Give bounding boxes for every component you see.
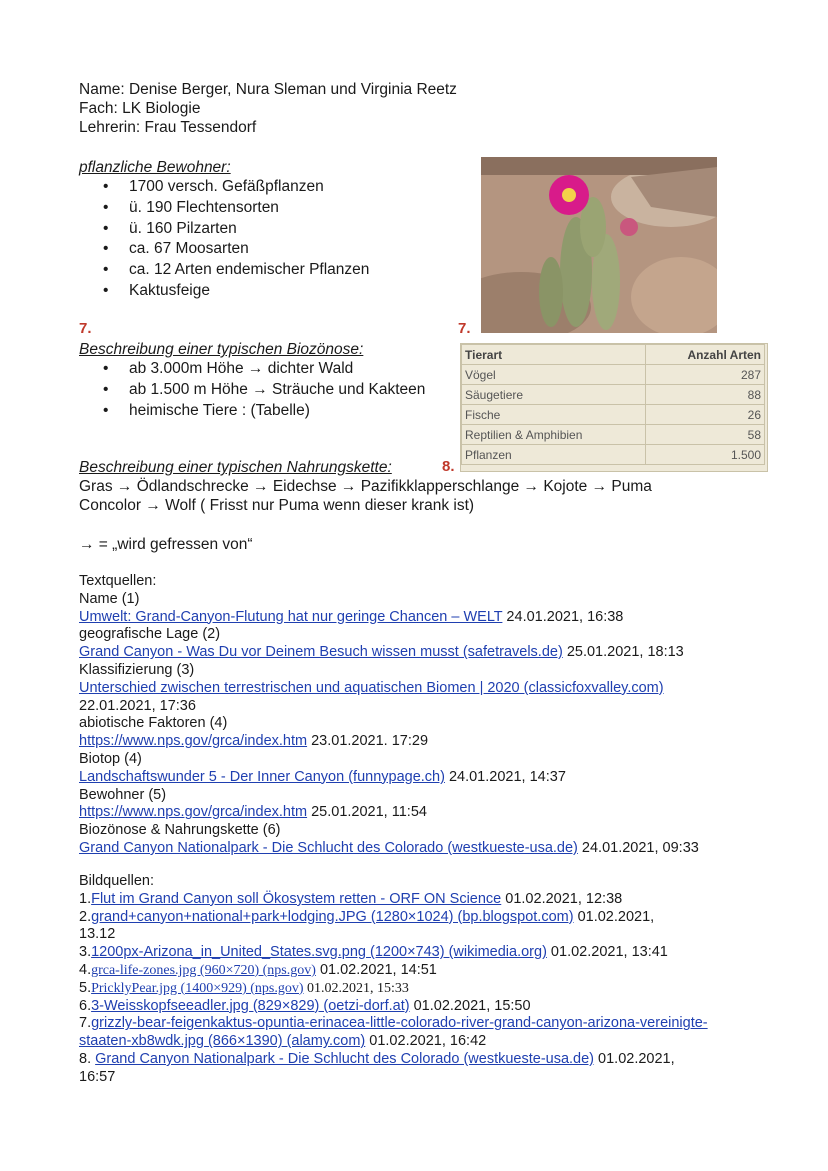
entry-number: 6. (79, 997, 92, 1014)
table-cell: Säugetiere (462, 385, 646, 405)
column-header: Tierart (462, 345, 646, 365)
source-date: 01.02.2021, (594, 1050, 675, 1067)
source-date: 01.02.2021, 14:51 (315, 961, 437, 978)
table-row (462, 385, 765, 405)
source-link[interactable]: PricklyPear.jpg (1400×929) (nps.gov) (91, 980, 304, 996)
source-link[interactable]: Flut im Grand Canyon soll Ökosystem retten - ORF ON Science (91, 890, 502, 907)
source-entry (79, 804, 699, 822)
image-source-entry (79, 891, 708, 909)
teacher: Lehrerin: Frau Tessendorf (79, 119, 257, 136)
source-date: 23.01.2021. 17:29 (307, 733, 429, 750)
list-item: • ü. 190 Flechtensorten (79, 198, 369, 219)
source-entry (79, 733, 699, 751)
author-names: Name: Denise Berger, Nura Sleman und Virginia Reetz (79, 81, 457, 98)
source-entry (79, 644, 699, 662)
image-source-entry (79, 1015, 708, 1033)
source-link[interactable]: grand+canyon+national+park+lodging.JPG (1280×1024) (bp.blogspot.com) (91, 908, 574, 925)
image-source-entry-cont (79, 1033, 708, 1051)
source-date: 01.02.2021, 13:41 (546, 944, 668, 961)
source-entry (79, 609, 699, 627)
source-date-cont: 16:57 (79, 1068, 116, 1085)
table-cell: Reptilien & Amphibien (462, 425, 646, 445)
table-cell: 1.500 (645, 445, 764, 465)
list-item: • 1700 versch. Gefäßpflanzen (79, 177, 369, 198)
source-link[interactable]: https://www.nps.gov/grca/index.htm (79, 733, 308, 750)
foodchain-line: Concolor → Wolf ( Frisst nur Puma wenn dieser krank ist) (79, 497, 475, 514)
table-cell: 26 (645, 405, 764, 425)
source-link[interactable]: grca-life-zones.jpg (960×720) (nps.gov) (91, 962, 316, 978)
source-link[interactable]: Landschaftswunder 5 - Der Inner Canyon (funnypage.ch) (79, 768, 445, 785)
entry-number: 4. (79, 961, 92, 978)
plants-list (79, 177, 369, 302)
section-title: Bildquellen: (79, 873, 154, 889)
source-label: Klassifizierung (3) (79, 661, 195, 678)
table-row (462, 425, 765, 445)
source-entry (79, 680, 699, 698)
table-row (462, 405, 765, 425)
source-date: 22.01.2021, 17:36 (79, 697, 196, 714)
source-date: 01.02.2021, 15:33 (303, 980, 409, 996)
source-date: 24.01.2021, 14:37 (444, 768, 566, 785)
entry-number: 1. (79, 890, 92, 907)
source-date-cont: 13.12 (79, 926, 116, 943)
source-label: Bewohner (5) (79, 786, 167, 803)
foodchain-line: Gras → Ödlandschrecke → Eidechse → Pazifikklapperschlange → Kojote → Puma (79, 478, 652, 495)
source-link[interactable]: Grand Canyon - Was Du vor Deinem Besuch wissen musst (safetravels.de) (79, 644, 563, 661)
text-sources (79, 573, 699, 858)
foodchain-heading: Beschreibung einer typischen Nahrungskette: (79, 459, 392, 476)
list-item: • heimische Tiere : (Tabelle) (79, 401, 425, 422)
list-item: • ca. 67 Moosarten (79, 239, 369, 260)
table-cell: Vögel (462, 365, 646, 385)
biocenosis-list (79, 359, 425, 421)
list-item: • Kaktusfeige (79, 281, 369, 302)
source-label: Biozönose & Nahrungskette (6) (79, 822, 281, 839)
image-source-entry (79, 998, 708, 1016)
subject: Fach: LK Biologie (79, 100, 201, 117)
marker-8: 8. (442, 458, 455, 475)
source-link[interactable]: grizzly-bear-feigenkaktus-opuntia-erinacea-little-colorado-river-grand-canyon-arizona-vereinigte- (91, 1015, 708, 1032)
table-cell: Fische (462, 405, 646, 425)
image-source-entry (79, 962, 708, 980)
animal-table (460, 343, 768, 472)
source-label: abiotische Faktoren (4) (79, 715, 228, 732)
image-sources (79, 873, 708, 1087)
source-link[interactable]: Umwelt: Grand-Canyon-Flutung hat nur geringe Chancen – WELT (79, 608, 503, 625)
image-source-entry (79, 980, 708, 998)
arrow-legend: → = „wird gefressen von“ (79, 536, 253, 553)
source-label: geografische Lage (2) (79, 626, 221, 643)
source-link[interactable]: Grand Canyon Nationalpark - Die Schlucht des Colorado (westkueste-usa.de) (79, 839, 578, 856)
entry-number: 3. (79, 944, 92, 961)
source-date: 01.02.2021, 12:38 (501, 890, 623, 907)
image-source-entry (79, 1051, 708, 1069)
entry-number: 2. (79, 908, 92, 925)
source-entry (79, 840, 699, 858)
marker-7: 7. (79, 320, 92, 337)
source-label: Name (1) (79, 590, 140, 607)
table-cell: 287 (645, 365, 764, 385)
image-source-entry (79, 909, 708, 927)
list-item: • ab 3.000m Höhe → dichter Wald (79, 359, 425, 380)
marker-7-photo: 7. (458, 320, 471, 337)
table-header-row (462, 345, 765, 365)
source-link[interactable]: Grand Canyon Nationalpark - Die Schlucht des Colorado (westkueste-usa.de) (95, 1050, 595, 1067)
entry-number: 8. (79, 1050, 96, 1067)
biocenosis-heading: Beschreibung einer typischen Biozönose: (79, 341, 364, 358)
table-cell: 58 (645, 425, 764, 445)
plants-heading: pflanzliche Bewohner: (79, 159, 231, 176)
source-date: 01.02.2021, (573, 908, 655, 925)
source-date: 24.01.2021, 16:38 (502, 608, 624, 625)
column-header: Anzahl Arten (645, 345, 764, 365)
table-cell: 88 (645, 385, 764, 405)
source-label: Biotop (4) (79, 750, 142, 767)
section-title: Textquellen: (79, 573, 157, 589)
source-date: 25.01.2021, 11:54 (307, 804, 427, 821)
source-link[interactable]: 3-Weisskopfseeadler.jpg (829×829) (oetzi-dorf.at) (91, 997, 410, 1014)
source-date: 25.01.2021, 18:13 (562, 644, 684, 661)
source-date: 01.02.2021, 15:50 (409, 997, 531, 1014)
entry-number: 7. (79, 1015, 92, 1032)
cactus-photo-icon (481, 157, 717, 333)
source-link[interactable]: https://www.nps.gov/grca/index.htm (79, 804, 308, 821)
source-link[interactable]: staaten-xb8wdk.jpg (866×1390) (alamy.com) (79, 1033, 366, 1050)
source-link[interactable]: Unterschied zwischen terrestrischen und aquatischen Biomen | 2020 (classicfoxvalley.com) (79, 679, 664, 696)
cactus-photo (481, 157, 717, 333)
list-item: • ü. 160 Pilzarten (79, 219, 369, 240)
source-date: 01.02.2021, 16:42 (365, 1033, 487, 1050)
entry-number: 5. (79, 979, 92, 996)
table-row (462, 445, 765, 465)
source-date: 24.01.2021, 09:33 (577, 839, 699, 856)
list-item: • ab 1.500 m Höhe → Sträuche und Kakteen (79, 380, 425, 401)
list-item: • ca. 12 Arten endemischer Pflanzen (79, 260, 369, 281)
table-cell: Pflanzen (462, 445, 646, 465)
source-entry (79, 769, 699, 787)
image-source-entry (79, 944, 708, 962)
source-link[interactable]: 1200px-Arizona_in_United_States.svg.png (1200×743) (wikimedia.org) (91, 944, 547, 961)
table-row (462, 365, 765, 385)
